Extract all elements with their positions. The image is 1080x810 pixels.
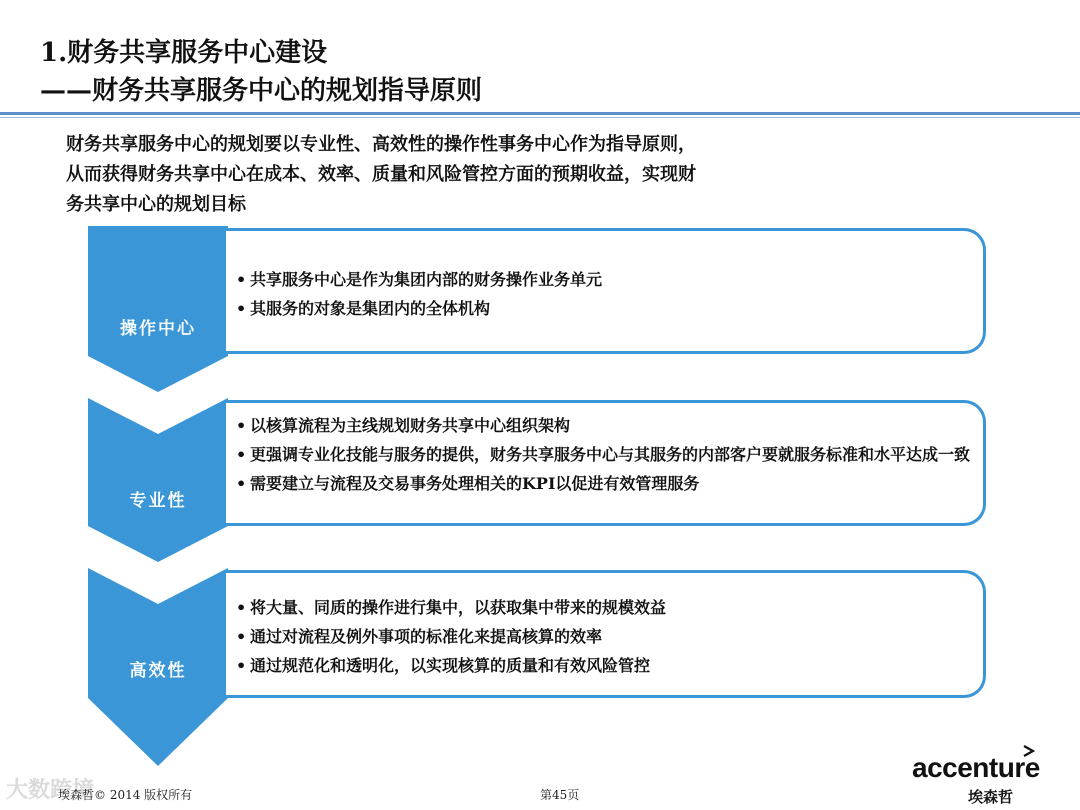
accenture-logo: accenture [912, 752, 1040, 783]
title-line-1: 1.财务共享服务中心建设 [40, 38, 328, 68]
accenture-logo-cn: 埃森哲 [968, 788, 1014, 806]
intro-line-1: 财务共享服务中心的规划要以专业性、高效性的操作性事务中心作为指导原则， [66, 134, 696, 155]
bullet-item: • 以核算流程为主线规划财务共享中心组织架构 [226, 411, 975, 440]
chevron-2 [88, 398, 228, 562]
bullet-item: • 将大量、同质的操作进行集中，以获取集中带来的规模效益 [226, 593, 983, 622]
section-label-professional: 专业性 [129, 491, 187, 511]
bullet-item: • 通过对流程及例外事项的标准化来提高核算的效率 [226, 622, 983, 651]
section-box-efficiency [226, 570, 986, 698]
bullet-list [226, 593, 983, 680]
section-label-operation: 操作中心 [120, 319, 196, 339]
bullet-item: • 共享服务中心是作为集团内部的财务操作业务单元 [226, 265, 983, 294]
bullet-item: • 需要建立与流程及交易事务处理相关的KPI以促进有效管理服务 [226, 469, 975, 498]
chevron-1 [88, 226, 228, 392]
bullet-list [226, 411, 975, 498]
footer-copyright: 埃森哲© 2014 版权所有 [58, 788, 193, 802]
footer-page-number: 第45页 [540, 788, 580, 802]
bullet-item: • 其服务的对象是集团内的全体机构 [226, 294, 983, 323]
intro-line-3: 务共享中心的规划目标 [66, 194, 246, 215]
bullet-item: • 更强调专业化技能与服务的提供，财务共享服务中心与其服务的内部客户要就服务标准和水平达成一致 [226, 440, 975, 469]
title-line-2: ——财务共享服务中心的规划指导原则 [40, 76, 483, 106]
bullet-list [226, 265, 983, 323]
intro-line-2: 从而获得财务共享中心在成本、效率、质量和风险管控方面的预期收益，实现财 [66, 164, 696, 185]
section-label-efficiency: 高效性 [129, 661, 187, 681]
section-box-professional [226, 400, 986, 526]
section-box-operation [226, 228, 986, 354]
bullet-item: • 通过规范化和透明化，以实现核算的质量和有效风险管控 [226, 651, 983, 680]
watermark: 大数跨境 [6, 778, 95, 803]
